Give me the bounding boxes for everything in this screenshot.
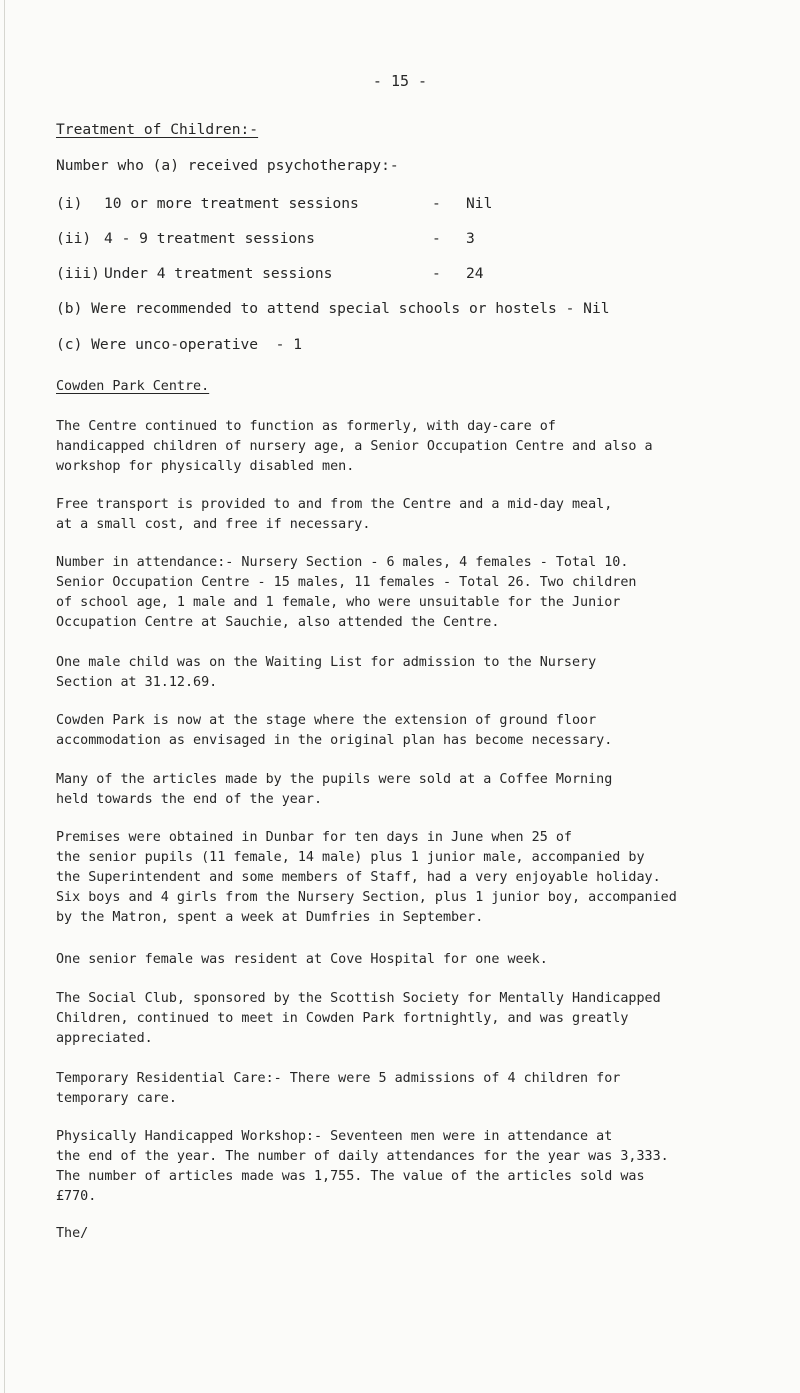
treatment-item-label: (i) <box>56 195 83 212</box>
treatment-item-text: 4 - 9 treatment sessions <box>104 230 315 247</box>
cowden-paragraph: Physically Handicapped Workshop:- Seventeen men were in attendance at the end of the year. The number of daily attendances for the year was 3,333. The number of articles made was 1,755. The value of the articles sold was £770. <box>56 1129 669 1204</box>
treatment-item-text: 10 or more treatment sessions <box>104 195 359 212</box>
psychotherapy-intro: Number who (a) received psychotherapy:- <box>56 157 399 174</box>
cowden-paragraph: Number in attendance:- Nursery Section - 6 males, 4 females - Total 10. Senior Occupation Centre - 15 males, 11 females - Total 26. Two children of school age, 1 male and 1 female, who were unsuitable for the Junior Occupation Centre at Sauchie, also attended the Centre. <box>56 555 637 630</box>
treatment-item-value: 3 <box>466 230 475 247</box>
scan-edge-line <box>4 0 5 1393</box>
treatment-c: (c) Were unco-operative - 1 <box>56 336 303 353</box>
treatment-item-text: Under 4 treatment sessions <box>104 265 333 282</box>
cowden-paragraph: One male child was on the Waiting List for admission to the Nursery Section at 31.12.69. <box>56 655 597 690</box>
cowden-paragraph: Temporary Residential Care:- There were 5 admissions of 4 children for temporary care. <box>56 1071 621 1106</box>
treatment-item-dash: - <box>432 265 441 282</box>
treatment-item-dash: - <box>432 195 441 212</box>
catchword: The/ <box>56 1226 89 1241</box>
treatment-item-value: Nil <box>466 195 493 212</box>
cowden-paragraph: One senior female was resident at Cove Hospital for one week. <box>56 952 548 967</box>
cowden-paragraph: Free transport is provided to and from the Centre and a mid-day meal, at a small cost, and free if necessary. <box>56 497 613 532</box>
cowden-paragraph: The Social Club, sponsored by the Scottish Society for Mentally Handicapped Children, continued to meet in Cowden Park fortnightly, and was greatly appreciated. <box>56 991 661 1046</box>
cowden-paragraph: Cowden Park is now at the stage where the extension of ground floor accommodation as envisaged in the original plan has become necessary. <box>56 713 613 748</box>
cowden-paragraph: Many of the articles made by the pupils were sold at a Coffee Morning held towards the end of the year. <box>56 772 613 807</box>
treatment-b: (b) Were recommended to attend special schools or hostels - Nil <box>56 300 610 317</box>
page-number: - 15 - <box>372 72 428 90</box>
cowden-paragraph: Premises were obtained in Dunbar for ten days in June when 25 of the senior pupils (11 female, 14 male) plus 1 junior male, accompanied by the Superintendent and some members of Staff, had a very enjoyable holiday. Six boys and 4 girls from the Nursery Section, plus 1 junior boy, accompanied by the Matron, spent a week at Dumfries in September. <box>56 830 677 925</box>
cowden-paragraph: The Centre continued to function as formerly, with day-care of handicapped children of nursery age, a Senior Occupation Centre and also a workshop for physically disabled men. <box>56 419 653 474</box>
treatment-heading: Treatment of Children:- <box>56 121 259 138</box>
treatment-item-label: (ii) <box>56 230 92 247</box>
cowden-heading: Cowden Park Centre. <box>56 379 210 394</box>
treatment-item-label: (iii) <box>56 265 100 282</box>
treatment-item-dash: - <box>432 230 441 247</box>
treatment-item-value: 24 <box>466 265 484 282</box>
